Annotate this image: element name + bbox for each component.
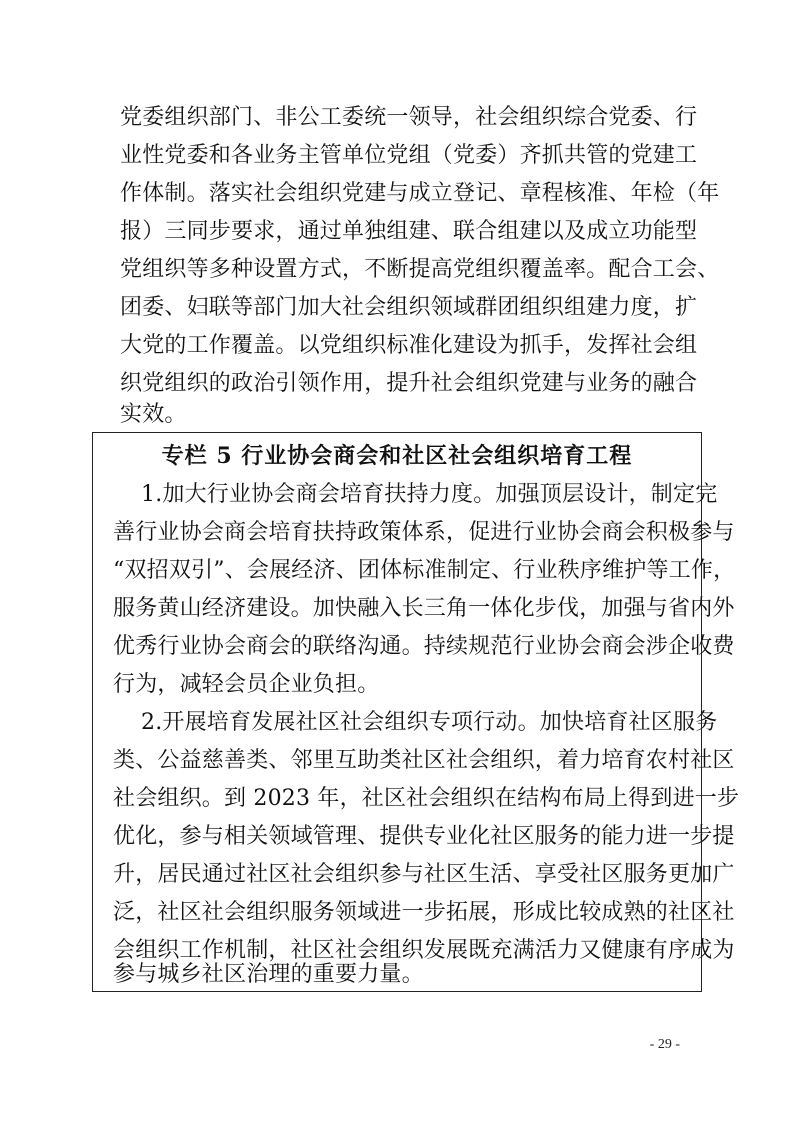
box-line: 类、公益慈善类、邻里互助类社区社会组织，着力培育农村社区 [113, 748, 735, 773]
box-line: 社会组织。到 2023 年，社区社会组织在结构布局上得到进一步 [113, 786, 740, 811]
box-line: 服务黄山经济建设。加快融入长三角一体化步伐，加强与省内外 [113, 596, 735, 621]
page-number: - 29 - [649, 1037, 680, 1052]
box-line: 行为，减轻会员企业负担。 [113, 672, 380, 697]
box-line: 泛，社区社会组织服务领域进一步拓展，形成比较成熟的社区社 [113, 900, 735, 925]
paragraph-line: 作体制。落实社会组织党建与成立登记、章程核准、年检（年 [120, 181, 720, 206]
paragraph-line: 报）三同步要求，通过单独组建、联合组建以及成立功能型 [120, 219, 698, 244]
paragraph-line: 党委组织部门、非公工委统一领导，社会组织综合党委、行 [120, 105, 698, 130]
box-line: 升，居民通过社区社会组织参与社区生活、享受社区服务更加广 [113, 862, 735, 887]
paragraph-line: 织党组织的政治引领作用，提升社会组织党建与业务的融合 [120, 371, 698, 396]
feature-box [92, 432, 740, 992]
paragraph-line: 大党的工作覆盖。以党组织标准化建设为抓手，发挥社会组 [120, 333, 698, 358]
box-line: “双招双引”、会展经济、团体标准制定、行业秩序维护等工作， [113, 558, 736, 583]
box-line: 善行业协会商会培育扶持政策体系，促进行业协会商会积极参与 [113, 520, 735, 545]
paragraph-line: 业性党委和各业务主管单位党组（党委）齐抓共管的党建工 [120, 143, 698, 168]
paragraph-line: 实效。 [120, 402, 187, 427]
box-line: 优化，参与相关领域管理、提供专业化社区服务的能力进一步提 [113, 824, 735, 849]
box-line: 1.加大行业协会商会培育扶持力度。加强顶层设计，制定完 [141, 482, 718, 507]
box-line: 会组织工作机制，社区社会组织发展既充满活力又健康有序成为 [113, 938, 735, 963]
box-line: 2.开展培育发展社区社会组织专项行动。加快培育社区服务 [141, 710, 718, 735]
paragraph-line: 党组织等多种设置方式，不断提高党组织覆盖率。配合工会、 [120, 257, 720, 282]
box-title: 专栏 5 行业协会商会和社区社会组织培育工程 [161, 443, 633, 469]
box-line: 优秀行业协会商会的联络沟通。持续规范行业协会商会涉企收费 [113, 634, 735, 659]
paragraph-line: 团委、妇联等部门加大社会组织领域群团组织组建力度，扩 [120, 295, 698, 320]
box-line: 参与城乡社区治理的重要力量。 [113, 962, 424, 987]
